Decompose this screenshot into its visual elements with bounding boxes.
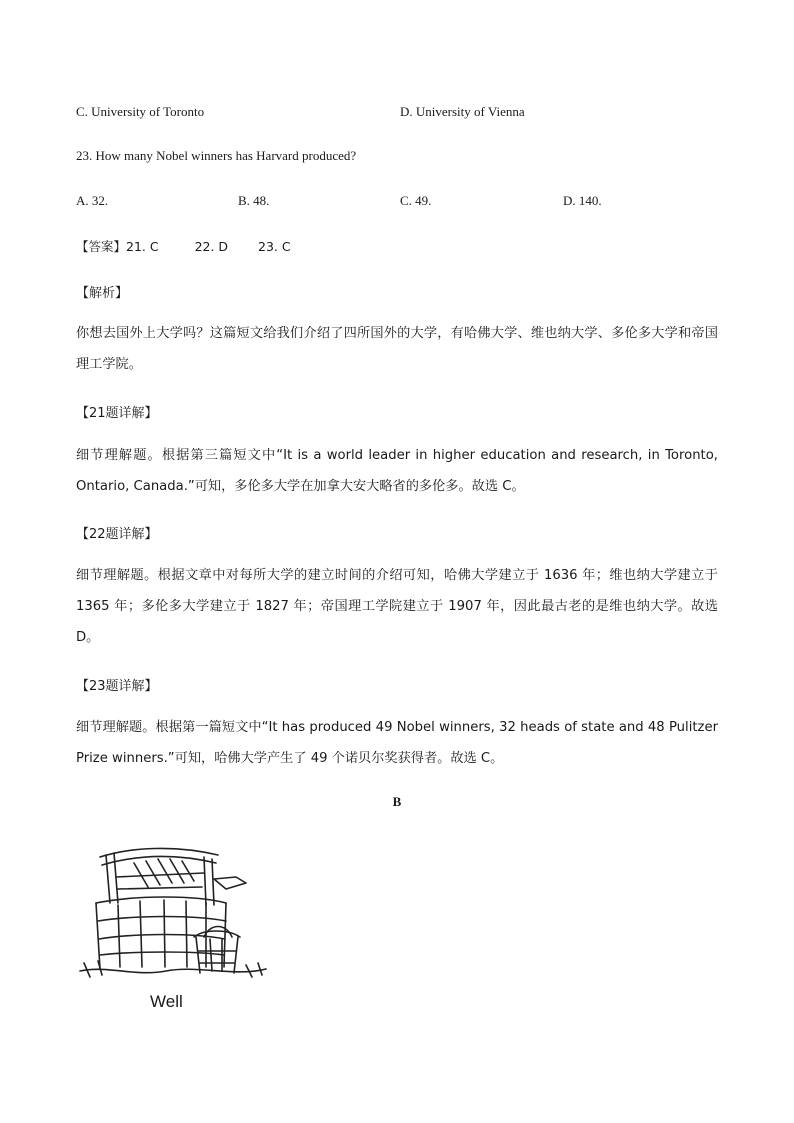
- q22-option-c: C. University of Toronto: [76, 104, 205, 119]
- q23-option-b: B. 48.: [238, 193, 270, 208]
- section-b-label: B: [392, 794, 402, 809]
- answer-label: 【答案】: [76, 239, 127, 254]
- detail-21-heading: 【21题详解】: [76, 406, 158, 421]
- well-caption: Well: [150, 992, 183, 1011]
- detail-23-text: 细节理解题。根据第一篇短文中“It has produced 49 Nobel winners, 32 heads of state and 48 Pulitzer Prize winners.”可知，哈佛大学产生了 49 个诺贝尔奖获得者。故选 C。: [76, 720, 718, 766]
- q23-question: 23. How many Nobel winners has Harvard produced?: [76, 148, 357, 163]
- q23-option-c: C. 49.: [400, 193, 432, 208]
- answer-line: [76, 237, 291, 255]
- well-illustration: [76, 843, 271, 983]
- q23-option-a: A. 32.: [76, 193, 109, 208]
- analysis-intro: 你想去国外上大学吗？这篇短文给我们介绍了四所国外的大学，有哈佛大学、维也纳大学、多伦多大学和帝国理工学院。: [76, 326, 718, 372]
- answer-22: 22. D: [194, 239, 229, 254]
- detail-22-text: 细节理解题。根据文章中对每所大学的建立时间的介绍可知，哈佛大学建立于 1636 年；维也纳大学建立于 1365 年；多伦多大学建立于 1827 年；帝国理工学院建立于 1907 年，因此最古老的是维也纳大学。故选D。: [76, 568, 718, 645]
- answer-23: 23. C: [258, 239, 291, 254]
- q23-option-d: D. 140.: [563, 193, 602, 208]
- q22-option-d: D. University of Vienna: [400, 104, 525, 119]
- answer-21: 21. C: [126, 239, 159, 254]
- analysis-label: 【解析】: [76, 286, 129, 301]
- detail-23-heading: 【23题详解】: [76, 679, 158, 694]
- detail-22-heading: 【22题详解】: [76, 527, 158, 542]
- detail-21-text: 细节理解题。根据第三篇短文中“It is a world leader in higher education and research, in Toronto, Ontario, Canada.”可知，多伦多大学在加拿大安大略省的多伦多。故选 C。: [76, 448, 718, 494]
